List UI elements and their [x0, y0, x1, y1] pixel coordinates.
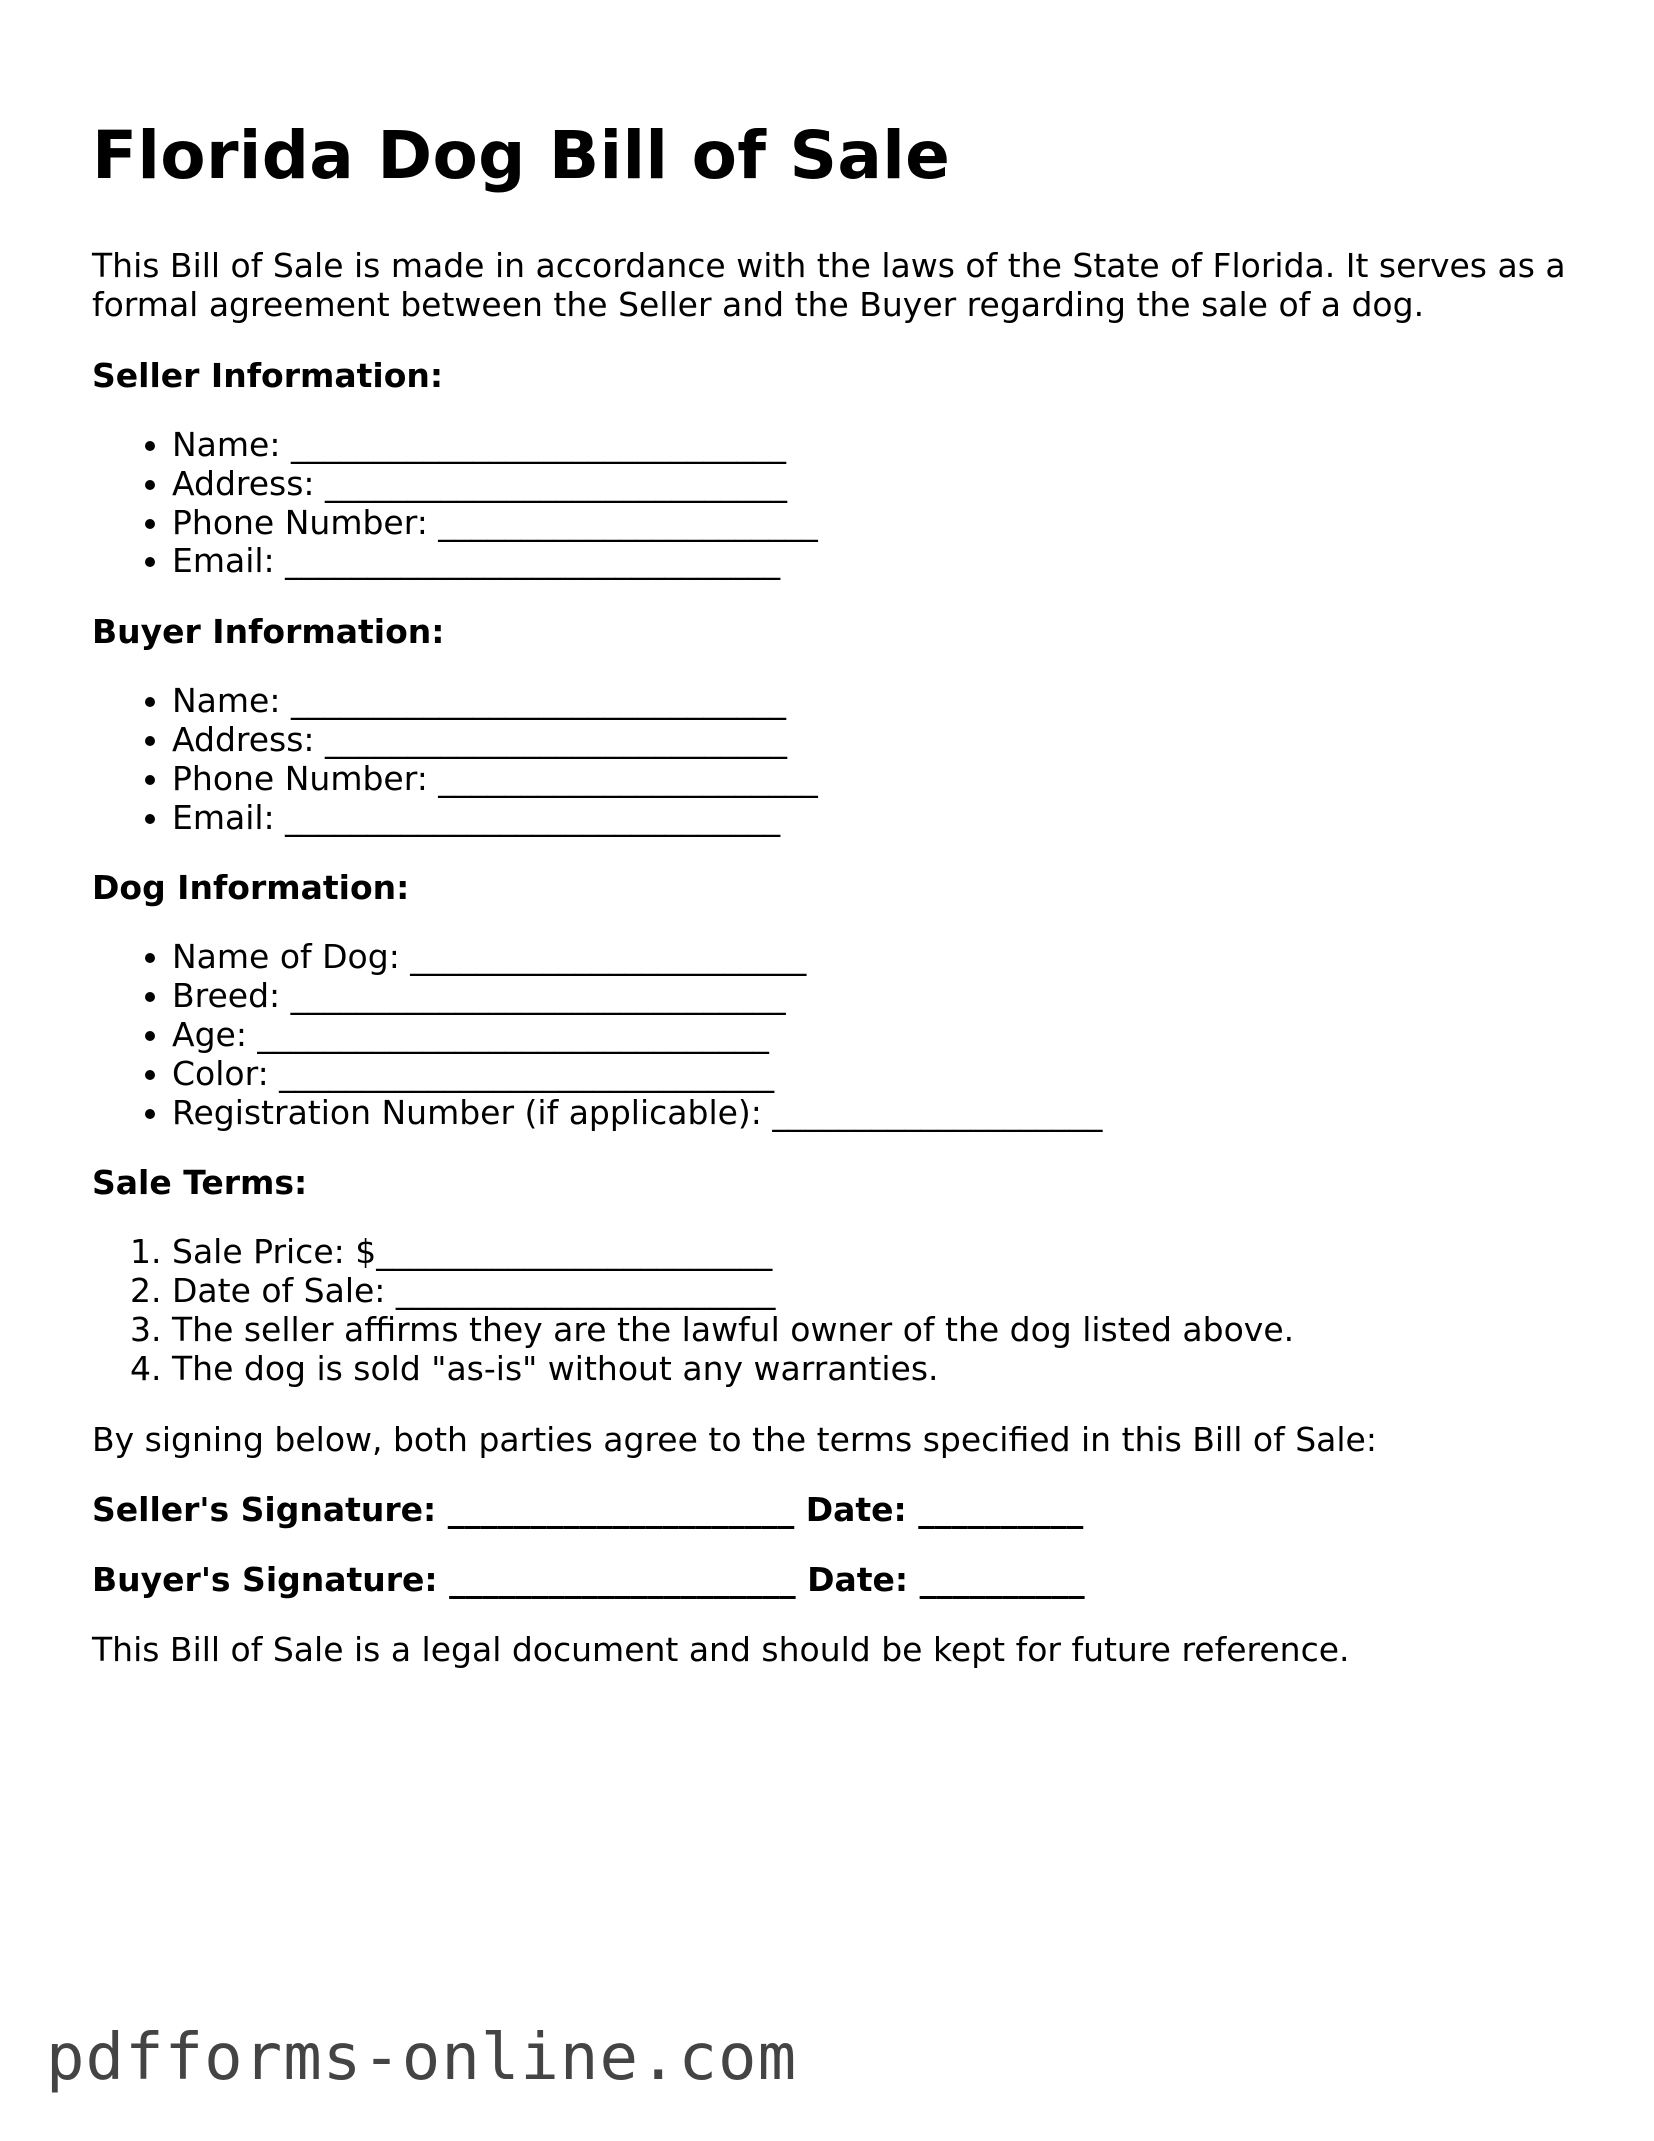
dog-color-field: • Color: ______________________________: [172, 1055, 1572, 1094]
dog-registration-field: • Registration Number (if applicable): ____________________: [172, 1094, 1572, 1133]
dog-name-field: • Name of Dog: ________________________: [172, 938, 1572, 977]
closing-statement: This Bill of Sale is a legal document and should be kept for future reference.: [92, 1629, 1350, 1669]
dog-breed-field: • Breed: ______________________________: [172, 977, 1572, 1016]
watermark-text: pdfforms-online.com: [46, 2021, 798, 2095]
seller-phone-field: • Phone Number: _______________________: [172, 504, 1572, 543]
seller-info-list: [92, 426, 1572, 581]
page-title: Florida Dog Bill of Sale: [92, 117, 951, 194]
document-page: [92, 110, 1572, 1669]
agreement-statement: By signing below, both parties agree to the terms specified in this Bill of Sale:: [92, 1419, 1377, 1459]
seller-section-heading: Seller Information:: [92, 356, 444, 395]
buyer-address-field: • Address: ____________________________: [172, 721, 1572, 760]
terms-section-heading: Sale Terms:: [92, 1163, 308, 1203]
ownership-term: 3. The seller affirms they are the lawful owner of the dog listed above.: [172, 1311, 1572, 1350]
buyer-name-field: • Name: ______________________________: [172, 682, 1572, 721]
buyer-section-heading: Buyer Information:: [92, 612, 445, 652]
date-of-sale-field: 2. Date of Sale: _______________________: [172, 1272, 1572, 1311]
buyer-email-field: • Email: ______________________________: [172, 799, 1572, 838]
intro-paragraph: This Bill of Sale is made in accordance with the laws of the State of Florida. It serves as a formal agreement between the Seller and the Buyer regarding the sale of a dog.: [92, 246, 1566, 324]
buyer-signature-line: Buyer's Signature: _____________________ Date: __________: [92, 1559, 1085, 1599]
sale-price-field: 1. Sale Price: $________________________: [172, 1233, 1572, 1272]
sale-terms-list: [92, 1233, 1572, 1388]
dog-age-field: • Age: _______________________________: [172, 1016, 1572, 1055]
buyer-info-list: [92, 682, 1572, 837]
seller-email-field: • Email: ______________________________: [172, 542, 1572, 581]
as-is-term: 4. The dog is sold "as-is" without any warranties.: [172, 1350, 1572, 1389]
dog-section-heading: Dog Information:: [92, 868, 410, 908]
dog-info-list: [92, 938, 1572, 1132]
seller-address-field: • Address: ____________________________: [172, 465, 1572, 504]
seller-signature-line: Seller's Signature: _____________________ Date: __________: [92, 1489, 1084, 1529]
seller-name-field: • Name: ______________________________: [172, 426, 1572, 465]
buyer-phone-field: • Phone Number: _______________________: [172, 760, 1572, 799]
